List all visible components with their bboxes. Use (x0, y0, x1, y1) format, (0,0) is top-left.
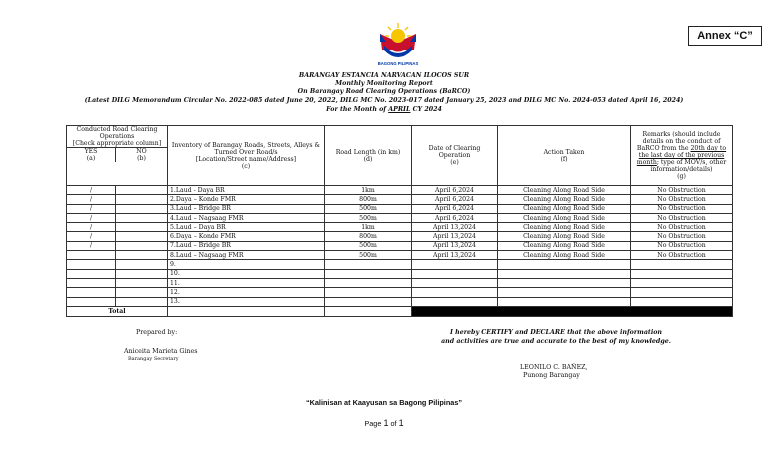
cell-road: 2.Daya – Konde FMR (168, 195, 325, 204)
header-inventory (168, 126, 325, 186)
cell-action: Cleaning Along Road Side (498, 223, 631, 232)
prepared-by-title: Barangay Secretary (128, 356, 179, 362)
header-yes-letter: (a) (86, 155, 96, 162)
cell-action: Cleaning Along Road Side (498, 204, 631, 213)
cell-length: 800m (325, 195, 412, 204)
cell-length (325, 278, 412, 287)
table-row (67, 260, 733, 269)
header-inventory-title: Inventory of Barangay Roads, Streets, Alleys & Turned Over Road/s (171, 141, 321, 156)
cell-length (325, 288, 412, 297)
table-row (67, 288, 733, 297)
cell-road: 7.Laud – Bridge BR (168, 241, 325, 250)
cell-length: 800m (325, 232, 412, 241)
total-inventory (168, 306, 325, 316)
table-row (67, 213, 733, 222)
certify-line-1: I hereby CERTIFY and DECLARE that the above information (450, 329, 662, 336)
cell-road: 5.Laud – Daya BR (168, 223, 325, 232)
page-word: Page (364, 419, 384, 428)
cell-action: Cleaning Along Road Side (498, 213, 631, 222)
header-length (325, 126, 412, 186)
cell-road: 12. (168, 288, 325, 297)
prepared-by-label: Prepared by: (136, 329, 178, 336)
total-row (67, 306, 733, 316)
cell-no (116, 232, 168, 241)
cell-length: 500m (325, 241, 412, 250)
cell-yes: / (67, 186, 116, 195)
cell-no (116, 269, 168, 278)
table-row (67, 278, 733, 287)
prepared-by-name: Aniceita Marieta Gines (124, 348, 198, 355)
cell-remarks: No Obstruction (631, 241, 733, 250)
cell-no (116, 186, 168, 195)
page-indicator (0, 418, 768, 428)
table-row (67, 269, 733, 278)
header-conducted-title: Conducted Road Clearing Operations (76, 126, 158, 140)
cell-remarks: No Obstruction (631, 223, 733, 232)
table-row (67, 186, 733, 195)
cell-date: April 13,2024 (412, 241, 498, 250)
cell-remarks: No Obstruction (631, 204, 733, 213)
header-action (498, 126, 631, 186)
header-inventory-letter: (c) (241, 162, 251, 170)
cell-no (116, 223, 168, 232)
header-inventory-sub: [Location/Street name/Address] (195, 155, 297, 163)
table-row (67, 195, 733, 204)
cell-no (116, 213, 168, 222)
punong-barangay-name: LEONILO C. BAÑEZ, (520, 364, 588, 371)
cell-date (412, 288, 498, 297)
cell-road: 8.Laud – Nagsaag FMR (168, 251, 325, 260)
header-action-letter: (f) (560, 155, 568, 163)
header-conducted-sub: [Check appropriate column] (72, 140, 162, 147)
cell-no (116, 278, 168, 287)
cell-yes: / (67, 241, 116, 250)
table-row (67, 204, 733, 213)
cell-remarks: No Obstruction (631, 232, 733, 241)
total-label: Total (67, 306, 168, 316)
cell-action: Cleaning Along Road Side (498, 232, 631, 241)
cell-road: 9. (168, 260, 325, 269)
logo-text: BAGONG PILIPINAS (377, 61, 419, 66)
cell-remarks: No Obstruction (631, 186, 733, 195)
cell-no (116, 297, 168, 306)
cell-yes: / (67, 232, 116, 241)
cell-date: April 13,2024 (412, 251, 498, 260)
cell-date (412, 260, 498, 269)
cell-remarks: No Obstruction (631, 251, 733, 260)
period-month: APRIL (388, 106, 411, 113)
cell-date: April 6,2024 (412, 186, 498, 195)
certify-line-2: and activities are true and accurate to the best of my knowledge. (441, 338, 671, 345)
cell-road: 4.Laud – Nagsaag FMR (168, 213, 325, 222)
punong-barangay-title: Punong Barangay (523, 372, 580, 379)
cell-remarks: No Obstruction (631, 195, 733, 204)
cell-length (325, 269, 412, 278)
annex-label: Annex “C” (688, 26, 762, 46)
cell-length: 1km (325, 223, 412, 232)
header-action-title: Action Taken (543, 148, 585, 156)
header-no: NO (136, 148, 147, 155)
cell-yes: / (67, 213, 116, 222)
cell-yes: / (67, 204, 116, 213)
motto: “Kalinisan at Kaayusan sa Bagong Pilipinas” (305, 398, 463, 407)
page-total: 1 (398, 418, 404, 428)
cell-remarks: No Obstruction (631, 213, 733, 222)
cell-yes (67, 269, 116, 278)
cell-action (498, 260, 631, 269)
cell-length: 500m (325, 213, 412, 222)
cell-date (412, 297, 498, 306)
cell-no (116, 288, 168, 297)
barangay-name: BARANGAY ESTANCIA NARVACAN ILOCOS SUR (298, 72, 470, 79)
cell-no (116, 260, 168, 269)
cell-road: 10. (168, 269, 325, 278)
cell-no (116, 195, 168, 204)
cell-length (325, 260, 412, 269)
cell-yes (67, 297, 116, 306)
header-conducted (67, 126, 168, 186)
cell-length: 500m (325, 204, 412, 213)
cell-action (498, 278, 631, 287)
cell-length (325, 297, 412, 306)
cell-no (116, 204, 168, 213)
page-of: of (388, 419, 399, 428)
table-row (67, 241, 733, 250)
cell-road: 6.Daya – Konde FMR (168, 232, 325, 241)
header-date-letter: (e) (450, 159, 459, 166)
header-remarks-a: Remarks (should include details on the conduct of BaRCO from the (636, 131, 721, 152)
cell-date: April 13,2024 (412, 232, 498, 241)
page-current: 1 (383, 418, 389, 428)
cell-date: April 13,2024 (412, 223, 498, 232)
header-remarks-b: ; type of MOV/s, other information/details) (650, 159, 727, 173)
cell-action (498, 288, 631, 297)
header-no-letter: (b) (137, 155, 146, 162)
cell-length: 500m (325, 251, 412, 260)
cell-yes: / (67, 195, 116, 204)
bagong-pilipinas-logo (372, 20, 424, 68)
cell-action (498, 269, 631, 278)
report-title: Monthly Monitoring Report (335, 80, 433, 87)
period-prefix: For the Month of (326, 106, 389, 113)
header-length-letter: (d) (363, 155, 373, 163)
cell-road: 11. (168, 278, 325, 287)
table-row (67, 297, 733, 306)
period-suffix: CY 2024 (410, 106, 442, 113)
cell-date (412, 269, 498, 278)
cell-remarks (631, 269, 733, 278)
barco-table (66, 125, 733, 317)
legal-reference: (Latest DILG Memorandum Circular No. 2022-085 dated June 20, 2022, DILG MC No. 2023-017 dated January 25, 2023 and DILG MC No. 2024-053 dated April 16, 2024) (84, 97, 684, 104)
cell-no (116, 251, 168, 260)
cell-date: April 6,2024 (412, 213, 498, 222)
cell-date: April 6,2024 (412, 204, 498, 213)
cell-action: Cleaning Along Road Side (498, 251, 631, 260)
cell-no (116, 241, 168, 250)
cell-yes: / (67, 223, 116, 232)
report-subtitle: On Barangay Road Clearing Operations (BaRCO) (297, 88, 471, 95)
header-length-title: Road Length (in km) (335, 148, 401, 156)
cell-date: April 6,2024 (412, 195, 498, 204)
cell-yes (67, 278, 116, 287)
header-remarks-underlined: 20th day to the last day of the previous month (636, 145, 727, 166)
cell-date (412, 278, 498, 287)
cell-yes (67, 260, 116, 269)
header-row (67, 126, 733, 186)
cell-length: 1km (325, 186, 412, 195)
table-row (67, 251, 733, 260)
table-row (67, 232, 733, 241)
total-blackout (412, 306, 733, 316)
cell-action (498, 297, 631, 306)
cell-yes (67, 288, 116, 297)
reporting-period (0, 106, 768, 114)
cell-road: 1.Laud - Daya BR (168, 186, 325, 195)
header-remarks-letter: (g) (677, 173, 686, 180)
cell-yes (67, 251, 116, 260)
cell-remarks (631, 278, 733, 287)
cell-action: Cleaning Along Road Side (498, 241, 631, 250)
cell-road: 3.Laud – Bridge BR (168, 204, 325, 213)
cell-remarks (631, 297, 733, 306)
total-length (325, 306, 412, 316)
cell-action: Cleaning Along Road Side (498, 186, 631, 195)
header-remarks (631, 126, 733, 186)
header-yes: YES (84, 148, 98, 155)
cell-action: Cleaning Along Road Side (498, 195, 631, 204)
cell-remarks (631, 288, 733, 297)
header-date-title: Date of Clearing Operation (428, 145, 481, 159)
table-row (67, 223, 733, 232)
cell-road: 13. (168, 297, 325, 306)
cell-remarks (631, 260, 733, 269)
header-date (412, 126, 498, 186)
